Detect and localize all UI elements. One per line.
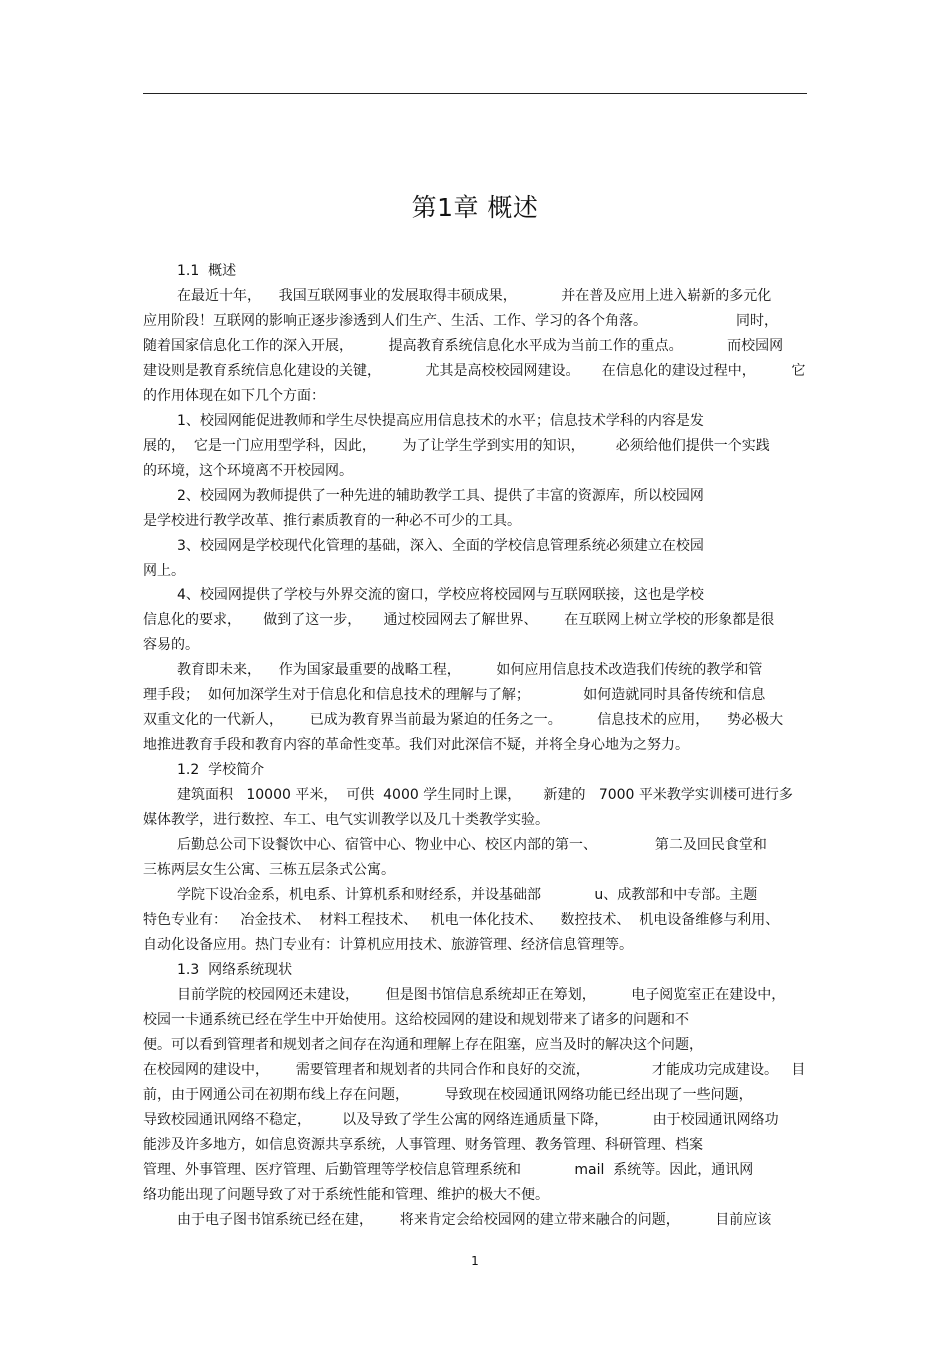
paragraph-line: 4、校园网提供了学校与外界交流的窗口，学校应将校园网与互联网联接，这也是学校 [177,587,704,603]
paragraph-line: 络功能出现了问题导致了对于系统性能和管理、维护的极大不便。 [143,1187,549,1203]
paragraph-line: 随着国家信息化工作的深入开展， 提高教育系统信息化水平成为当前工作的重点。 而校园网 [143,338,784,354]
paragraph-line: 建筑面积 10000 平米， 可供 4000 学生同时上课， 新建的 7000 平米教学实训楼可进行多 [177,787,793,803]
paragraph-line: 网上。 [143,563,185,579]
paragraph-line: 由于电子图书馆系统已经在建， 将来肯定会给校园网的建立带来融合的问题， 目前应该 [177,1212,772,1228]
paragraph-line: 媒体教学，进行数控、车工、电气实训教学以及几十类教学实验。 [143,812,549,828]
paragraph-line: 学院下设冶金系，机电系、计算机系和财经系，并设基础部 u、成教部和中专部。主题 [177,887,758,903]
paragraph-line: 的环境，这个环境离不开校园网。 [143,463,353,479]
paragraph-line: 特色专业有： 冶金技术、 材料工程技术、 机电一体化技术、 数控技术、 机电设备维修与利用、 [143,912,780,928]
paragraph-line: 双重文化的一代新人， 已成为教育界当前最为紧迫的任务之一。 信息技术的应用， 势必极大 [143,712,784,728]
paragraph-line: 导致校园通讯网络不稳定， 以及导致了学生公寓的网络连通质量下降， 由于校园通讯网络功 [143,1112,779,1128]
paragraph-line: 展的， 它是一门应用型学科，因此， 为了让学生学到实用的知识， 必须给他们提供一个实践 [143,438,770,454]
paragraph-line: 是学校进行教学改革、推行素质教育的一种必不可少的工具。 [143,513,521,529]
paragraph-line: 建设则是教育系统信息化建设的关键， 尤其是高校校园网建设。 在信息化的建设过程中， 它 [143,363,806,379]
paragraph-line: 前，由于网通公司在初期布线上存在问题， 导致现在校园通讯网络功能已经出现了一些问题， [143,1087,753,1103]
chapter-title: 第1章 概述 [411,193,539,222]
paragraph-line: 目前学院的校园网还未建设， 但是图书馆信息系统却正在筹划， 电子阅览室正在建设中， [177,987,786,1003]
paragraph-line: 便。可以看到管理者和规划者之间存在沟通和理解上存在阻塞，应当及时的解决这个问题， [143,1037,703,1053]
paragraph-line: 容易的。 [143,637,199,653]
section-heading-1-3: 1.3 网络系统现状 [177,962,293,978]
paragraph-line: 能涉及许多地方，如信息资源共享系统，人事管理、财务管理、教务管理、科研管理、档案 [143,1137,703,1153]
paragraph-line: 理手段； 如何加深学生对于信息化和信息技术的理解与了解； 如何造就同时具备传统和信息 [143,687,766,703]
paragraph-line: 在校园网的建设中， 需要管理者和规划者的共同合作和良好的交流， 才能成功完成建设。 目 [143,1062,806,1078]
paragraph-line: 1、校园网能促进教师和学生尽快提高应用信息技术的水平；信息技术学科的内容是发 [177,413,704,429]
paragraph-line: 地推进教育手段和教育内容的革命性变革。我们对此深信不疑，并将全身心地为之努力。 [143,737,689,753]
page-number: 1 [471,1254,479,1268]
header-rule [143,93,807,94]
paragraph-line: 后勤总公司下设餐饮中心、宿管中心、物业中心、校区内部的第一、 第二及回民食堂和 [177,837,767,853]
paragraph-line: 自动化设备应用。热门专业有：计算机应用技术、旅游管理、经济信息管理等。 [143,937,633,953]
section-heading-1-1: 1.1 概述 [177,263,237,279]
paragraph-line: 校园一卡通系统已经在学生中开始使用。这给校园网的建设和规划带来了诸多的问题和不 [143,1012,689,1028]
paragraph-line: 的作用体现在如下几个方面： [143,388,325,404]
paragraph-line: 信息化的要求， 做到了这一步， 通过校园网去了解世界、 在互联网上树立学校的形象都是很 [143,612,775,628]
paragraph-line: 管理、外事管理、医疗管理、后勤管理等学校信息管理系统和 mail 系统等。因此，通讯网 [143,1162,754,1178]
section-heading-1-2: 1.2 学校简介 [177,762,265,778]
paragraph-line: 三栋两层女生公寓、三栋五层条式公寓。 [143,862,395,878]
paragraph-line: 在最近十年， 我国互联网事业的发展取得丰硕成果， 并在普及应用上进入崭新的多元化 [177,288,772,304]
paragraph-line: 应用阶段！互联网的影响正逐步渗透到人们生产、生活、工作、学习的各个角落。 同时， [143,313,779,329]
paragraph-line: 教育即未来， 作为国家最重要的战略工程， 如何应用信息技术改造我们传统的教学和管 [177,662,763,678]
paragraph-line: 3、校园网是学校现代化管理的基础，深入、全面的学校信息管理系统必须建立在校园 [177,538,704,554]
paragraph-line: 2、校园网为教师提供了一种先进的辅助教学工具、提供了丰富的资源库，所以校园网 [177,488,704,504]
